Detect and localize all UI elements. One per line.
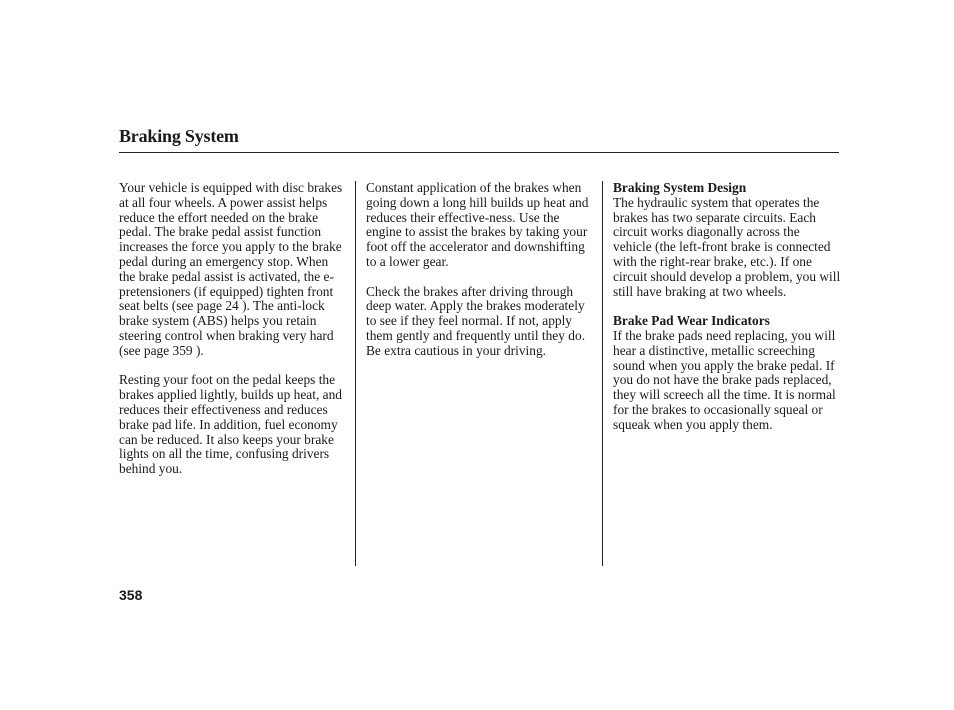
paragraph-downhill: Constant application of the brakes when going down a long hill builds up heat and reduces their effective-ness. Use the engine to assist the brakes by taking your foot off the accelerator and downshifting to a lower gear. [366, 180, 589, 269]
page-number: 358 [119, 587, 143, 603]
page-title: Braking System [119, 126, 239, 146]
paragraph-resting-foot: Resting your foot on the pedal keeps the brakes applied lightly, builds up heat, and reduces their effectiveness and reduces brake pad life. In addition, fuel economy can be reduced. It also keeps your brake lights on all the time, confusing drivers behind you. [119, 372, 343, 477]
column-divider-2 [602, 181, 603, 566]
column-left [119, 181, 347, 477]
column-right [613, 181, 841, 433]
paragraph-deep-water: Check the brakes after driving through deep water. Apply the brakes moderately to see if they feel normal. If not, apply them gently and frequently until they do. Be extra cautious in your driving. [366, 283, 586, 358]
column-middle [366, 181, 594, 359]
section-braking-system-design [613, 181, 841, 299]
title-divider [119, 152, 839, 153]
column-divider-1 [355, 181, 356, 566]
section-body-wear: If the brake pads need replacing, you will hear a distinctive, metallic screeching sound when you apply the brake pedal. If you do not have the brake pads replaced, they will screech all the time. It is normal for the brakes to occasionally squeal or squeak when you apply them. [613, 327, 836, 432]
section-brake-pad-wear [613, 314, 841, 432]
section-heading-design: Braking System Design [613, 180, 747, 195]
section-heading-wear: Brake Pad Wear Indicators [613, 313, 770, 329]
section-body-design: The hydraulic system that operates the brakes has two separate circuits. Each circuit works diagonally across the vehicle (the left-front brake is connected with the right-rear brake, etc.). If one circuit should develop a problem, you will still have braking at two wheels. [613, 194, 841, 299]
paragraph-brake-overview: Your vehicle is equipped with disc brakes at all four wheels. A power assist helps reduce the effort needed on the brake pedal. The brake pedal assist function increases the force you apply to the brake pedal during an emergency stop. When the brake pedal assist is activated, the e-pretensioners (if equipped) tighten front seat belts (see page 24 ). The anti-lock brake system (ABS) helps you retain steering control when braking very hard (see page 359 ). [119, 180, 343, 358]
